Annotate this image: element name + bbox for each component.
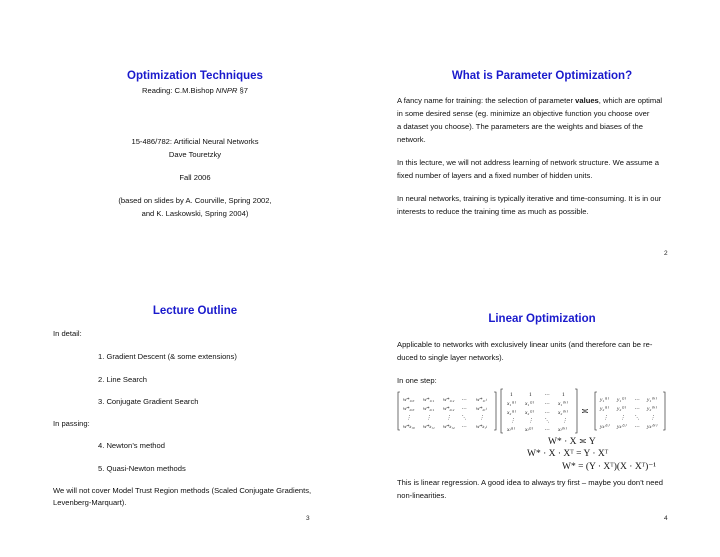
course-name: 15-486/782: Artificial Neural Networks	[131, 137, 259, 146]
slide-1-title: Optimization Techniques	[127, 70, 263, 82]
slide-4-title: Linear Optimization	[488, 313, 596, 325]
svg-text:w*₂,₂: w*₂,₂	[443, 406, 455, 412]
svg-text:x₁⁽ᴺ⁾: x₁⁽ᴺ⁾	[558, 401, 568, 407]
paragraph-2-line-2: fixed number of layers and a fixed number of hidden units.	[397, 171, 593, 180]
svg-text:⋯: ⋯	[544, 410, 550, 416]
outline-note-line-1: We will not cover Model Trust Region methods (Scaled Conjugate Gradients,	[53, 486, 312, 495]
target-matrix-entries	[599, 396, 657, 430]
svg-text:y₂⁽ᴺ⁾: y₂⁽ᴺ⁾	[647, 406, 657, 412]
svg-text:1: 1	[562, 392, 565, 398]
credit-line-2: and K. Laskowski, Spring 2004)	[141, 209, 249, 218]
equation-1: W* · X ≍ Y	[548, 437, 596, 447]
slide-4-intro	[397, 338, 692, 364]
intro-line-2: duced to single layer networks).	[397, 353, 504, 362]
paragraph-3-line-2: interests to reduce the training time as much as possible.	[397, 207, 589, 216]
svg-text:⋮: ⋮	[562, 418, 568, 424]
paragraph-2-line-1: In this lecture, we will not address learning of network structure. We assume a	[397, 158, 659, 167]
slide-2-paragraph-2	[397, 156, 687, 182]
svg-text:⋯: ⋯	[461, 406, 467, 412]
svg-text:w*ₖ,₀: w*ₖ,₀	[403, 424, 415, 430]
svg-text:w*₁,₀: w*₁,₀	[403, 397, 415, 403]
paragraph-1-line-4: network.	[397, 135, 426, 144]
svg-text:⋯: ⋯	[544, 392, 550, 398]
svg-text:⋮: ⋮	[620, 415, 626, 421]
svg-text:⋯: ⋯	[461, 424, 467, 430]
svg-text:⋱: ⋱	[544, 418, 550, 424]
outline-item-1: 1. Gradient Descent (& some extensions)	[98, 352, 237, 361]
paragraph-1-line-1	[397, 94, 687, 107]
svg-text:⋮: ⋮	[528, 418, 534, 424]
svg-text:⋮: ⋮	[603, 415, 609, 421]
svg-text:w*₂,₀: w*₂,₀	[403, 406, 415, 412]
svg-text:⋯: ⋯	[544, 401, 550, 407]
svg-text:y₁⁽ᴺ⁾: y₁⁽ᴺ⁾	[647, 397, 657, 403]
paragraph-1-line-3: a dataset you choose). The parameters are the weights and biases of the	[397, 122, 643, 131]
reading-section: §7	[237, 86, 248, 95]
svg-text:1: 1	[510, 392, 513, 398]
svg-text:x₁⁽²⁾: x₁⁽²⁾	[525, 401, 534, 407]
term: Fall 2006	[179, 173, 211, 182]
svg-text:w*₁,₁: w*₁,₁	[423, 397, 435, 403]
svg-text:xₗ⁽²⁾: xₗ⁽²⁾	[525, 427, 533, 433]
weight-matrix	[397, 390, 497, 432]
svg-text:yₖ⁽¹⁾: yₖ⁽¹⁾	[600, 424, 609, 430]
svg-text:x₂⁽²⁾: x₂⁽²⁾	[525, 410, 534, 416]
svg-text:⋯: ⋯	[544, 427, 550, 433]
approx-symbol: ≍	[581, 407, 589, 417]
outro-line-2: non-linearities.	[397, 491, 447, 500]
svg-text:w*₁,ₗ: w*₁,ₗ	[476, 397, 487, 403]
slide-2	[397, 70, 687, 218]
svg-text:y₂⁽²⁾: y₂⁽²⁾	[617, 406, 626, 412]
svg-text:y₁⁽¹⁾: y₁⁽¹⁾	[600, 397, 609, 403]
svg-text:⋯: ⋯	[634, 424, 640, 430]
paragraph-3-line-1: In neural networks, training is typically iterative and time-consuming. It is in our	[397, 194, 662, 203]
intro-line-1: Applicable to networks with exclusively linear units (and therefore can be re-	[397, 340, 653, 349]
svg-text:w*₁,₂: w*₁,₂	[443, 397, 455, 403]
p1-after: , which are optimal	[598, 96, 663, 105]
credit-line-1: (based on slides by A. Courville, Spring 2002,	[118, 196, 272, 205]
outro-line-1: This is linear regression. A good idea to always try first – maybe you don’t need	[397, 478, 663, 487]
svg-text:⋱: ⋱	[461, 415, 467, 421]
outline-item-4: 4. Newton’s method	[98, 441, 165, 450]
svg-text:yₖ⁽ᴺ⁾: yₖ⁽ᴺ⁾	[647, 424, 657, 430]
slide-2-paragraph-3	[397, 192, 687, 218]
svg-text:w*ₖ,₂: w*ₖ,₂	[443, 424, 455, 430]
outline-note-line-2: Levenberg-Marquart).	[53, 498, 127, 507]
svg-text:y₁⁽²⁾: y₁⁽²⁾	[617, 397, 626, 403]
p1-bold: values	[575, 96, 599, 105]
slide-2-paragraph-1	[397, 94, 687, 146]
slide-4-outro	[397, 476, 692, 502]
input-matrix	[500, 387, 578, 435]
svg-text:⋮: ⋮	[426, 415, 432, 421]
in-passing-label: In passing:	[53, 419, 90, 428]
target-matrix	[594, 390, 666, 432]
svg-text:⋯: ⋯	[634, 406, 640, 412]
svg-text:w*₂,₁: w*₂,₁	[423, 406, 435, 412]
reading-prefix: Reading: C.M.Bishop	[142, 86, 216, 95]
svg-text:w*ₖ,₁: w*ₖ,₁	[423, 424, 435, 430]
svg-text:w*ₖ,ₗ: w*ₖ,ₗ	[476, 424, 487, 430]
outline-item-2: 2. Line Search	[98, 375, 147, 384]
slide-3-title: Lecture Outline	[152, 305, 238, 317]
svg-text:x₂⁽ᴺ⁾: x₂⁽ᴺ⁾	[558, 410, 568, 416]
instructor-name: Dave Touretzky	[168, 150, 222, 159]
svg-text:xₗ⁽ᴺ⁾: xₗ⁽ᴺ⁾	[558, 427, 567, 433]
svg-text:⋮: ⋮	[650, 415, 656, 421]
page-number-3: 3	[306, 515, 310, 522]
input-matrix-entries	[506, 392, 568, 433]
reading-line	[40, 84, 350, 97]
svg-text:y₂⁽¹⁾: y₂⁽¹⁾	[600, 406, 609, 412]
outline-item-3: 3. Conjugate Gradient Search	[98, 397, 199, 406]
outline-item-5: 5. Quasi-Newton methods	[98, 464, 186, 473]
svg-text:⋱: ⋱	[634, 415, 640, 421]
svg-text:x₂⁽¹⁾: x₂⁽¹⁾	[507, 410, 516, 416]
svg-text:1: 1	[529, 392, 532, 398]
reading-book: NNPR	[215, 86, 238, 95]
svg-text:yₖ⁽²⁾: yₖ⁽²⁾	[617, 424, 626, 430]
page-number-4: 4	[664, 515, 668, 522]
paragraph-1-line-2: in some desired sense (eg. minimize an objective function you choose over	[397, 109, 650, 118]
one-step-label: In one step:	[397, 376, 437, 385]
page-number-2: 2	[664, 250, 668, 257]
svg-text:xₗ⁽¹⁾: xₗ⁽¹⁾	[507, 427, 515, 433]
svg-text:⋮: ⋮	[479, 415, 485, 421]
equation-2: W* · X · Xᵀ = Y · Xᵀ	[527, 449, 609, 459]
in-detail-label: In detail:	[53, 329, 82, 338]
svg-text:⋮: ⋮	[446, 415, 452, 421]
svg-text:⋯: ⋯	[634, 397, 640, 403]
slide-1	[40, 70, 350, 220]
equation-3: W* = (Y · Xᵀ)(X · Xᵀ)⁻¹	[562, 462, 657, 472]
svg-text:w*₂,ₗ: w*₂,ₗ	[476, 406, 487, 412]
weight-matrix-entries	[403, 397, 488, 430]
svg-text:⋮: ⋮	[406, 415, 412, 421]
svg-text:x₁⁽¹⁾: x₁⁽¹⁾	[507, 401, 516, 407]
svg-text:⋯: ⋯	[461, 397, 467, 403]
svg-text:⋮: ⋮	[510, 418, 516, 424]
p1-before: A fancy name for training: the selection of parameter	[397, 96, 576, 105]
slide-2-title: What is Parameter Optimization?	[451, 70, 633, 82]
